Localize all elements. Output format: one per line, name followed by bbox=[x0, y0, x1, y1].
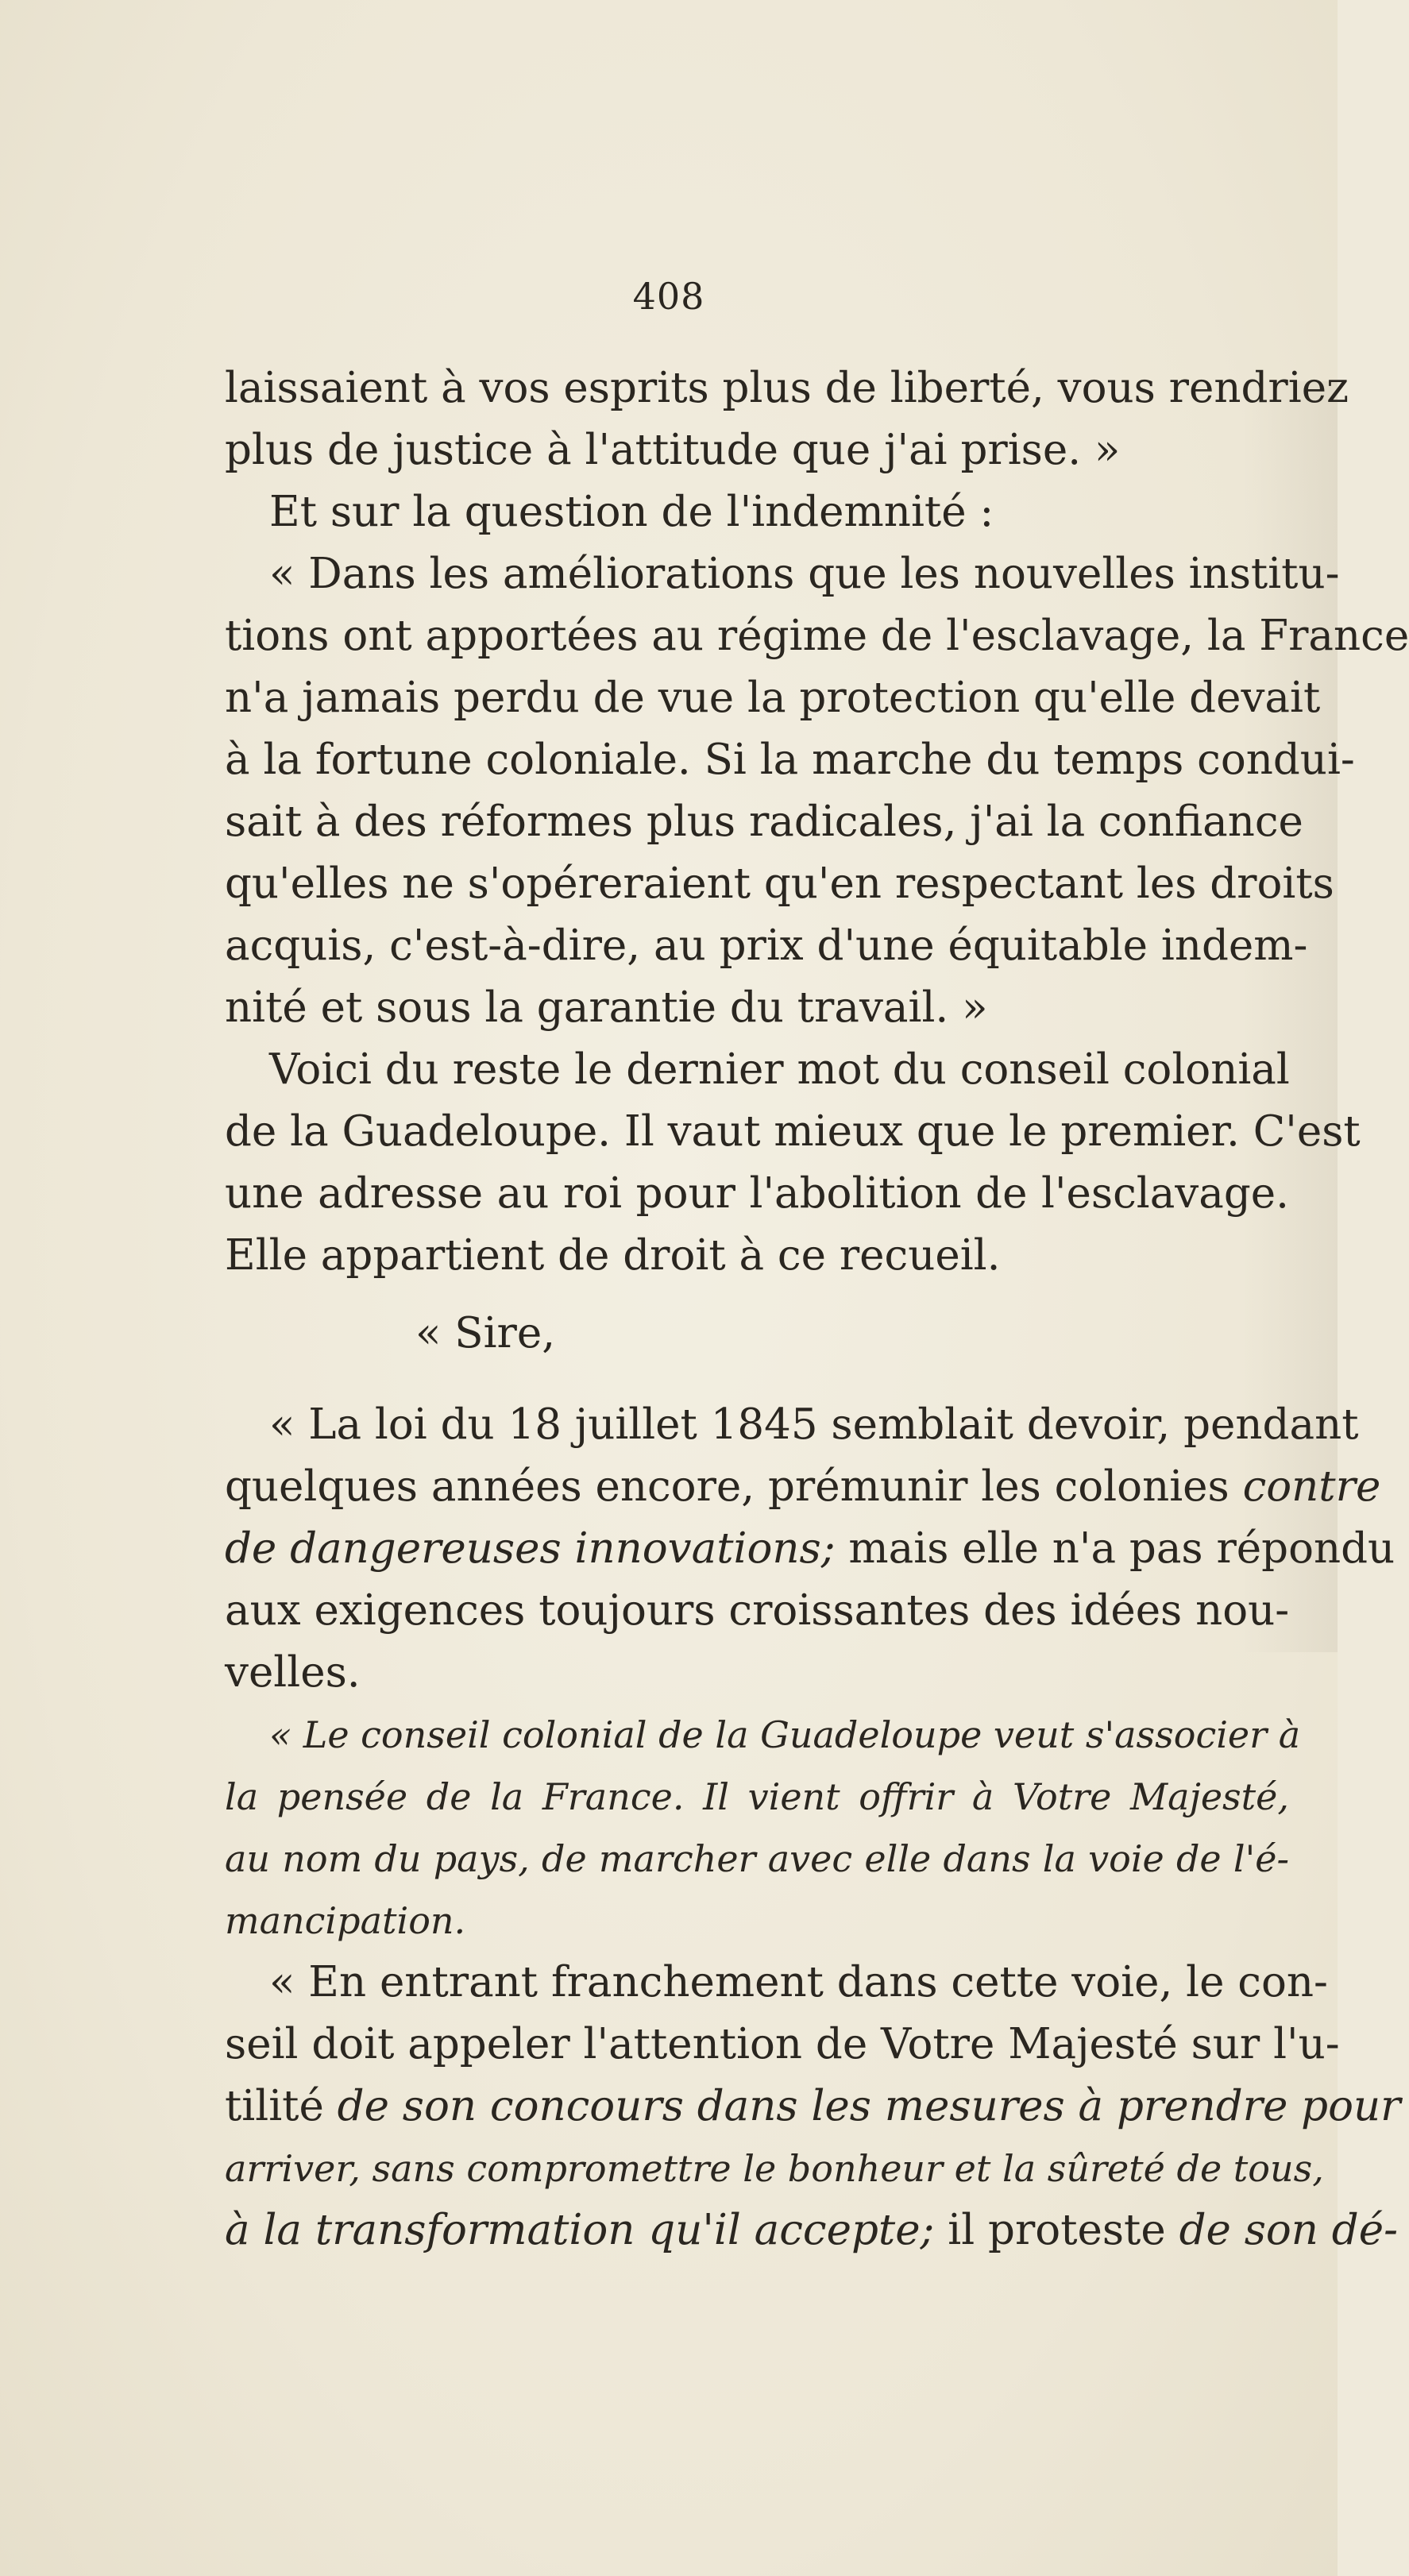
text-block-lower bbox=[225, 1394, 1401, 2261]
text-line-italic: mancipation. bbox=[225, 1899, 466, 1942]
text-line: acquis, c'est-à-dire, au prix d'une équitable indem- bbox=[225, 921, 1308, 970]
text-line: sait à des réformes plus radicales, j'ai la confiance bbox=[225, 798, 1303, 846]
text-line: une adresse au roi pour l'abolition de l'esclavage. bbox=[225, 1169, 1289, 1218]
text-line: « En entrant franchement dans cette voie, le con- bbox=[269, 1958, 1328, 2006]
text-line: Et sur la question de l'indemnité : bbox=[269, 488, 994, 536]
text-line: n'a jamais perdu de vue la protection qu'elle devait bbox=[225, 674, 1321, 722]
text-block-upper bbox=[225, 357, 1409, 1287]
text-line: qu'elles ne s'opéreraient qu'en respectant les droits bbox=[225, 859, 1334, 908]
text-line-italic: la pensée de la France. Il vient offrir à Votre Majesté, bbox=[225, 1775, 1289, 1818]
text-line-italic: au nom du pays, de marcher avec elle dans la voie de l'é- bbox=[225, 1837, 1289, 1880]
page-number: 408 bbox=[632, 275, 705, 318]
text-line: « Dans les améliorations que les nouvelles institu- bbox=[269, 550, 1340, 598]
salutation-block bbox=[225, 1303, 1289, 1365]
text-line: seil doit appeler l'attention de Votre Majesté sur l'u- bbox=[225, 2020, 1340, 2068]
text-line: Elle appartient de droit à ce recueil. bbox=[225, 1231, 1001, 1280]
text-line: de dangereuses innovations; mais elle n'a pas répondu bbox=[225, 1524, 1395, 1573]
text-line: à la fortune coloniale. Si la marche du temps condui- bbox=[225, 736, 1355, 784]
text-line: plus de justice à l'attitude que j'ai prise. » bbox=[225, 426, 1121, 474]
text-line: à la transformation qu'il accepte; il proteste de son dé- bbox=[225, 2206, 1398, 2254]
text-line: Voici du reste le dernier mot du conseil colonial bbox=[269, 1045, 1290, 1094]
text-line: tions ont apportées au régime de l'esclavage, la France bbox=[225, 612, 1409, 660]
text-line: de la Guadeloupe. Il vaut mieux que le premier. C'est bbox=[225, 1107, 1361, 1156]
salutation: « Sire, bbox=[415, 1309, 556, 1358]
text-line: nité et sous la garantie du travail. » bbox=[225, 983, 988, 1032]
text-line-italic: arriver, sans compromettre le bonheur et la sûreté de tous, bbox=[225, 2147, 1324, 2190]
text-line: tilité de son concours dans les mesures à prendre pour bbox=[225, 2082, 1401, 2130]
text-line-italic: « Le conseil colonial de la Guadeloupe veut s'associer à bbox=[269, 1713, 1301, 1756]
text-line: quelques années encore, prémunir les colonies contre bbox=[225, 1462, 1381, 1511]
text-line: aux exigences toujours croissantes des idées nou- bbox=[225, 1586, 1290, 1635]
text-line: laissaient à vos esprits plus de liberté, vous rendriez bbox=[225, 364, 1349, 412]
text-line: velles. bbox=[225, 1648, 361, 1697]
text-line: « La loi du 18 juillet 1845 semblait devoir, pendant bbox=[269, 1400, 1359, 1449]
